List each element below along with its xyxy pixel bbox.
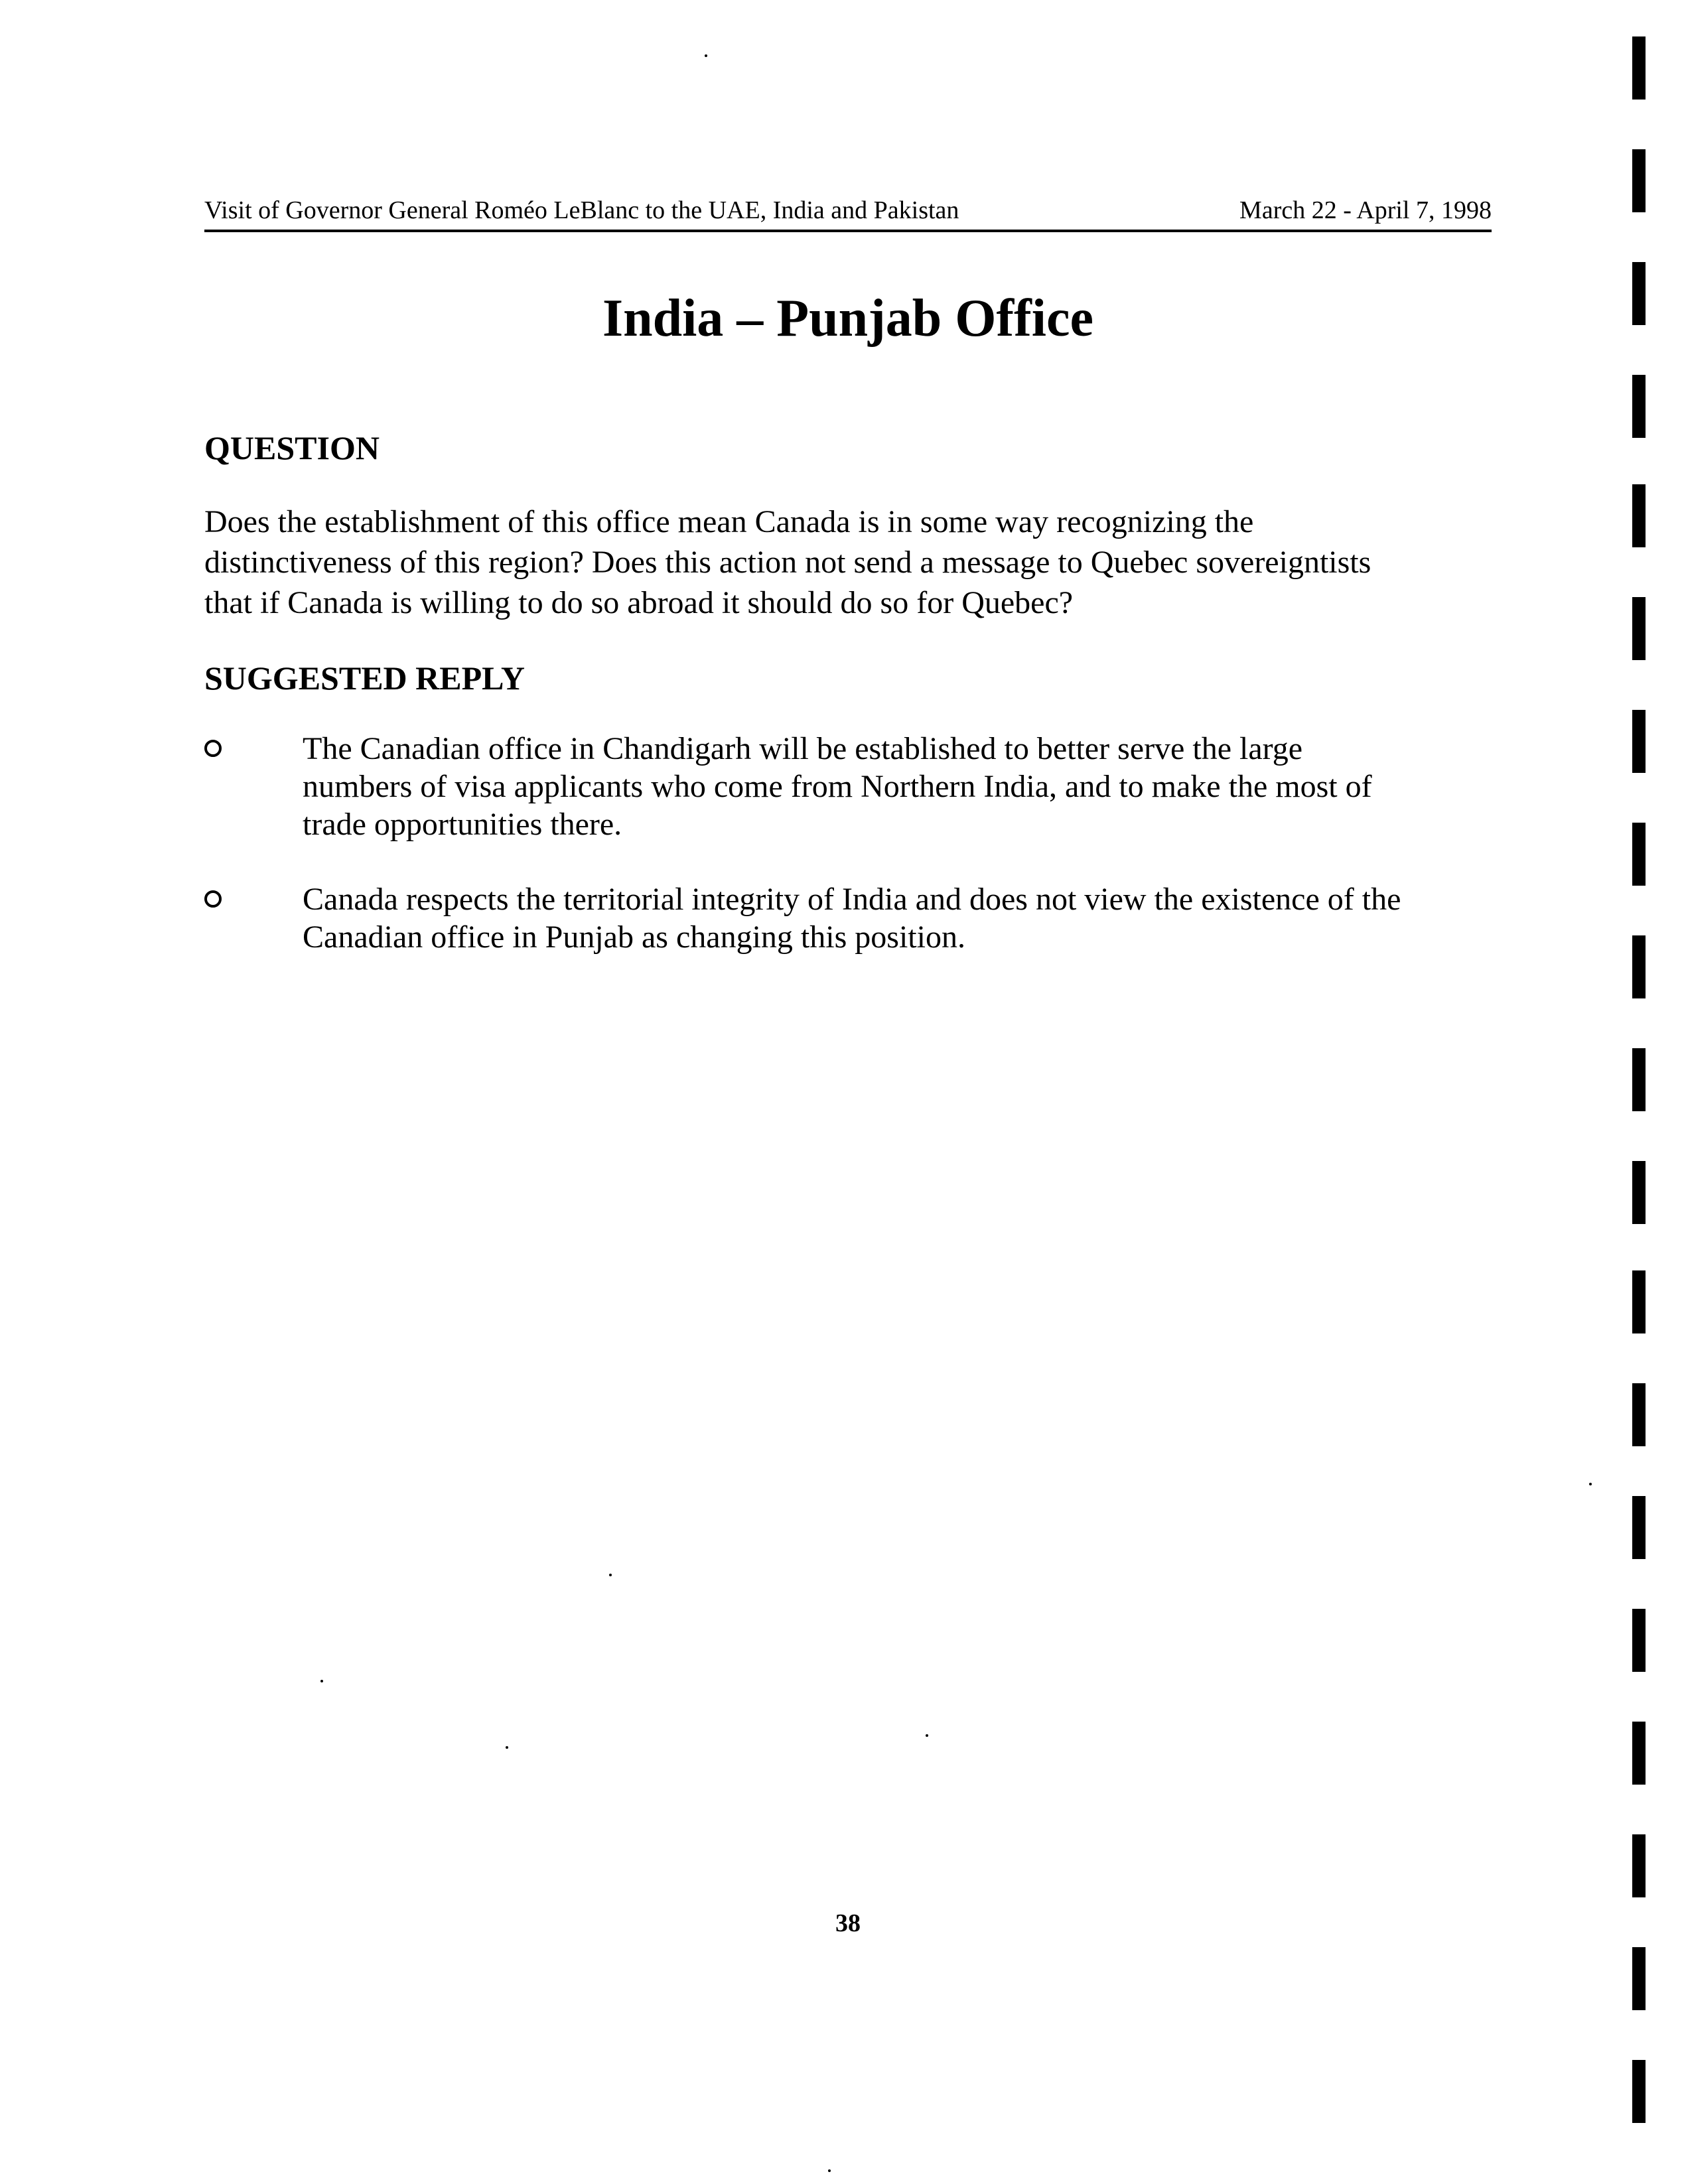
question-line: distinctiveness of this region? Does this action not send a message to Quebec sovereigntists [204, 545, 1371, 580]
question-text [204, 502, 1505, 623]
reply-line: numbers of visa applicants who come from Northern India, and to make the most of [303, 769, 1372, 804]
binding-mark [1632, 1609, 1646, 1672]
binding-mark [1632, 375, 1646, 438]
binding-mark [1632, 1947, 1646, 2010]
binding-mark [1632, 262, 1646, 325]
scan-speck [1589, 1483, 1592, 1485]
binding-mark [1632, 36, 1646, 100]
scan-speck [926, 1734, 928, 1737]
binding-mark [1632, 1048, 1646, 1111]
hollow-circle-bullet-icon [204, 740, 222, 757]
reply-bullet-text [303, 730, 1505, 843]
scan-speck [609, 1574, 612, 1576]
header-left-text: Visit of Governor General Roméo LeBlanc to the UAE, India and Pakistan [204, 196, 959, 224]
scan-speck [828, 2169, 831, 2172]
binding-mark [1632, 1270, 1646, 1333]
binding-mark [1632, 1834, 1646, 1897]
reply-line: trade opportunities there. [303, 807, 622, 842]
page-title: India – Punjab Office [602, 289, 1094, 348]
reply-line: The Canadian office in Chandigarh will be established to better serve the large [303, 731, 1303, 766]
binding-mark [1632, 935, 1646, 998]
reply-bullet [204, 730, 1505, 843]
binding-mark [1632, 710, 1646, 773]
question-line: Does the establishment of this office mean Canada is in some way recognizing the [204, 504, 1254, 539]
question-heading: QUESTION [204, 429, 380, 466]
binding-mark [1632, 484, 1646, 547]
reply-bullet [204, 880, 1505, 956]
page-number: 38 [835, 1909, 861, 1937]
binding-mark [1632, 149, 1646, 212]
binding-mark [1632, 1722, 1646, 1785]
scan-speck [705, 54, 707, 57]
reply-bullet-text [303, 880, 1505, 956]
scan-speck [320, 1680, 323, 1682]
suggested-reply-heading: SUGGESTED REPLY [204, 659, 526, 697]
binding-mark [1632, 823, 1646, 886]
scan-speck [506, 1746, 508, 1749]
reply-line: Canada respects the territorial integrity of India and does not view the existence of the [303, 882, 1401, 917]
binding-mark [1632, 1496, 1646, 1559]
hollow-circle-bullet-icon [204, 890, 222, 908]
binding-mark [1632, 1383, 1646, 1446]
binding-mark [1632, 1161, 1646, 1224]
reply-line: Canadian office in Punjab as changing this position. [303, 920, 965, 955]
binding-mark [1632, 597, 1646, 660]
question-line: that if Canada is willing to do so abroad it should do so for Quebec? [204, 585, 1074, 620]
binding-mark [1632, 2060, 1646, 2123]
running-header [204, 191, 1492, 232]
header-right-date: March 22 - April 7, 1998 [1239, 196, 1492, 224]
